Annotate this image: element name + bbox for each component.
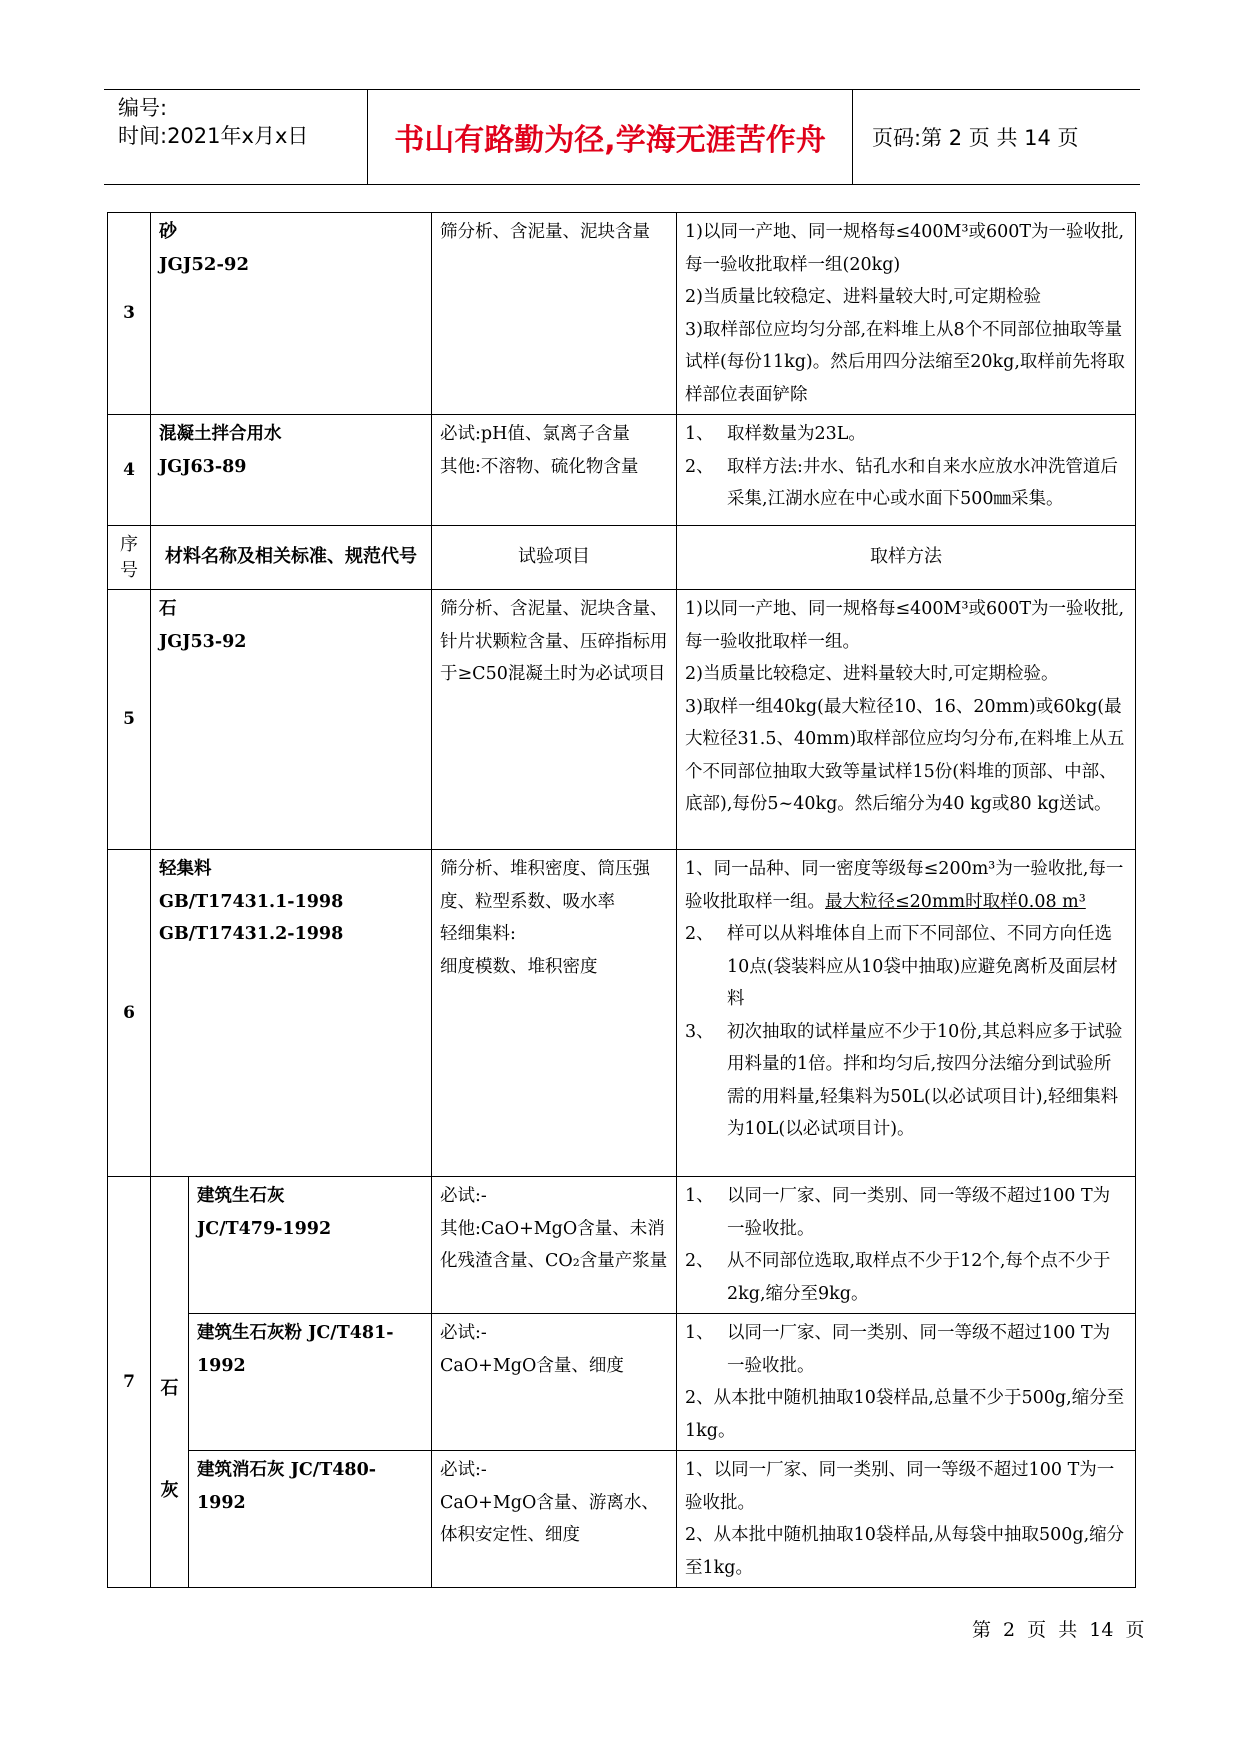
group-label-char: 灰 <box>160 1480 179 1501</box>
test-item: 轻细集料: <box>440 924 516 944</box>
method-item-text: 以同一厂家、同一类别、同一等级不超过100 T为一验收批。 <box>727 1186 1111 1239</box>
material-standard: GB/T17431.1-1998 <box>159 891 344 912</box>
method-item: 2)当质量比较稳定、进料量较大时,可定期检验。 <box>685 664 1059 684</box>
table-row <box>108 213 1136 415</box>
method-item-text: 以同一厂家、同一类别、同一等级不超过100 T为一验收批。 <box>727 1323 1111 1376</box>
test-item: 细度模数、堆积密度 <box>440 956 598 977</box>
test-items <box>432 1314 677 1451</box>
method-item-number: 2、 <box>685 456 714 477</box>
method-item <box>685 1180 1127 1245</box>
method-item: 2)当质量比较稳定、进料量较大时,可定期检验 <box>685 287 1042 307</box>
material-standard: JGJ52-92 <box>159 253 249 275</box>
material-standard: JC/T479-1992 <box>197 1218 332 1239</box>
column-header-row <box>108 526 1136 590</box>
material-name-cell <box>151 415 432 526</box>
method-item-text: 取样方法:井水、钻孔水和自来水应放水冲洗管道后采集,江湖水应在中心或水面下500㎜采集。 <box>727 456 1118 509</box>
method-item <box>685 451 1127 516</box>
col-header-method: 取样方法 <box>677 526 1136 590</box>
material-name-cell <box>151 590 432 850</box>
material-standard: JGJ53-92 <box>159 631 247 652</box>
group-label-char: 石 <box>160 1378 179 1399</box>
col-header-name: 材料名称及相关标准、规范代号 <box>151 526 432 590</box>
method-item: 1)以同一产地、同一规格每≤400M³或600T为一验收批,每一验收批取样一组。 <box>685 599 1125 652</box>
table-row <box>108 590 1136 850</box>
row-number: 5 <box>108 590 151 850</box>
sampling-method <box>677 1451 1136 1588</box>
page-footer: 第 2 页 共 14 页 <box>972 1619 1145 1641</box>
method-item-text: 1、同一品种、同一密度等级每≤200m³为一验收批,每一验收批取样一组。 <box>685 859 1124 912</box>
material-standard: GB/T17431.2-1998 <box>159 924 344 944</box>
test-items: 筛分析、含泥量、泥块含量 <box>432 213 677 415</box>
test-item: 必试:pH值、氯离子含量 <box>440 424 630 444</box>
sampling-method <box>677 590 1136 850</box>
material-name: 砂 <box>159 221 177 242</box>
test-item: 必试:- <box>440 1323 487 1343</box>
number-label: 编号: <box>118 96 168 120</box>
test-item: 其他:不溶物、硫化物含量 <box>440 456 639 477</box>
method-item <box>685 918 1127 1016</box>
table-row <box>108 1314 1136 1451</box>
col-header-tests: 试验项目 <box>432 526 677 590</box>
test-item: 必试:- <box>440 1460 487 1480</box>
test-items <box>432 850 677 1177</box>
sampling-table <box>107 212 1136 1588</box>
method-item: 1)以同一产地、同一规格每≤400M³或600T为一验收批,每一验收批取样一组(20kg) <box>685 222 1125 275</box>
test-items: 筛分析、含泥量、泥块含量、针片状颗粒含量、压碎指标用于≥C50混凝土时为必试项目 <box>432 590 677 850</box>
method-item-text: 从不同部位选取,取样点不少于12个,每个点不少于2kg,缩分至9kg。 <box>727 1251 1111 1304</box>
material-name: 轻集料 <box>159 859 212 879</box>
header-page-label: 页码:第 2 页 共 14 页 <box>872 126 1079 150</box>
col-header-no: 序号 <box>108 526 151 590</box>
header-motto: 书山有路勤为径,学海无涯苦作舟 <box>368 90 853 184</box>
material-name-cell <box>189 1451 432 1588</box>
method-item <box>685 1016 1127 1146</box>
table-row <box>108 415 1136 526</box>
sampling-method <box>677 1177 1136 1314</box>
test-items <box>432 1177 677 1314</box>
method-item: 1、以同一厂家、同一类别、同一等级不超过100 T为一验收批。 <box>685 1460 1115 1513</box>
test-item: CaO+MgO含量、游离水、体积安定性、细度 <box>440 1492 659 1545</box>
method-item <box>685 1245 1127 1310</box>
test-item: 其他:CaO+MgO含量、未消化残渣含量、CO₂含量产浆量 <box>440 1218 668 1271</box>
method-item-text: 初次抽取的试样量应不少于10份,其总料应多于试验用料量的1倍。拌和均匀后,按四分法缩分到试验所需的用料量,轻集料为50L(以必试项目计),轻细集料为10L(以必试项目计)。 <box>727 1021 1123 1139</box>
material-name: 建筑消石灰 JC/T480-1992 <box>197 1460 377 1513</box>
method-item <box>685 418 1127 451</box>
method-item: 3)取样一组40kg(最大粒径10、16、20mm)或60kg(最大粒径31.5、40mm)取样部位应均匀分布,在料堆上从五个不同部位抽取大致等量试样15份(料堆的顶部、中部、底部),每份5~40kg。然后缩分为40 kg或80 kg送试。 <box>685 696 1125 814</box>
page-header <box>104 89 1140 185</box>
material-name: 建筑生石灰粉 JC/T481-1992 <box>197 1323 394 1376</box>
test-item: 必试:- <box>440 1186 487 1206</box>
method-item <box>685 853 1127 918</box>
test-item: CaO+MgO含量、细度 <box>440 1355 624 1376</box>
method-item-text: 取样数量为23L。 <box>727 424 866 444</box>
test-items <box>432 1451 677 1588</box>
method-item <box>685 1317 1127 1382</box>
header-meta <box>104 90 368 184</box>
sampling-method <box>677 850 1136 1177</box>
material-name-cell <box>151 213 432 415</box>
method-item-number: 2、 <box>685 924 714 944</box>
method-item: 2、从本批中随机抽取10袋样品,从每袋中抽取500g,缩分至1kg。 <box>685 1525 1125 1578</box>
method-item-number: 1、 <box>685 424 714 444</box>
method-underlined-text: 最大粒径≤20mm时取样0.08 m³ <box>825 891 1086 912</box>
material-name: 混凝土拌合用水 <box>159 424 282 444</box>
table-row <box>108 1451 1136 1588</box>
method-item-number: 1、 <box>685 1186 714 1206</box>
method-item-text: 样可以从料堆体自上而下不同部位、不同方向任选10点(袋装料应从10袋中抽取)应避免离析及面层材料 <box>727 924 1118 1009</box>
row-number: 4 <box>108 415 151 526</box>
method-item: 2、从本批中随机抽取10袋样品,总量不少于500g,缩分至1kg。 <box>685 1388 1125 1441</box>
method-item-number: 3、 <box>685 1021 714 1042</box>
table-row <box>108 850 1136 1177</box>
material-name: 建筑生石灰 <box>197 1186 285 1206</box>
group-label-cell <box>151 1177 189 1588</box>
row-number: 6 <box>108 850 151 1177</box>
table-row <box>108 1177 1136 1314</box>
material-name: 石 <box>159 599 177 619</box>
test-items <box>432 415 677 526</box>
test-item: 筛分析、堆积密度、筒压强度、粒型系数、吸水率 <box>440 859 651 912</box>
row-number: 7 <box>108 1177 151 1588</box>
method-item-number: 2、 <box>685 1251 714 1271</box>
sampling-method <box>677 415 1136 526</box>
sampling-method <box>677 1314 1136 1451</box>
sampling-method <box>677 213 1136 415</box>
material-name-cell <box>189 1177 432 1314</box>
row-number: 3 <box>108 213 151 415</box>
method-item-number: 1、 <box>685 1323 714 1343</box>
time-label: 时间:2021年x月x日 <box>118 124 309 148</box>
material-name-cell <box>189 1314 432 1451</box>
material-name-cell <box>151 850 432 1177</box>
material-standard: JGJ63-89 <box>159 456 247 477</box>
method-item: 3)取样部位应均匀分部,在料堆上从8个不同部位抽取等量试样(每份11kg)。然后用四分法缩至20kg,取样前先将取样部位表面铲除 <box>685 319 1125 405</box>
